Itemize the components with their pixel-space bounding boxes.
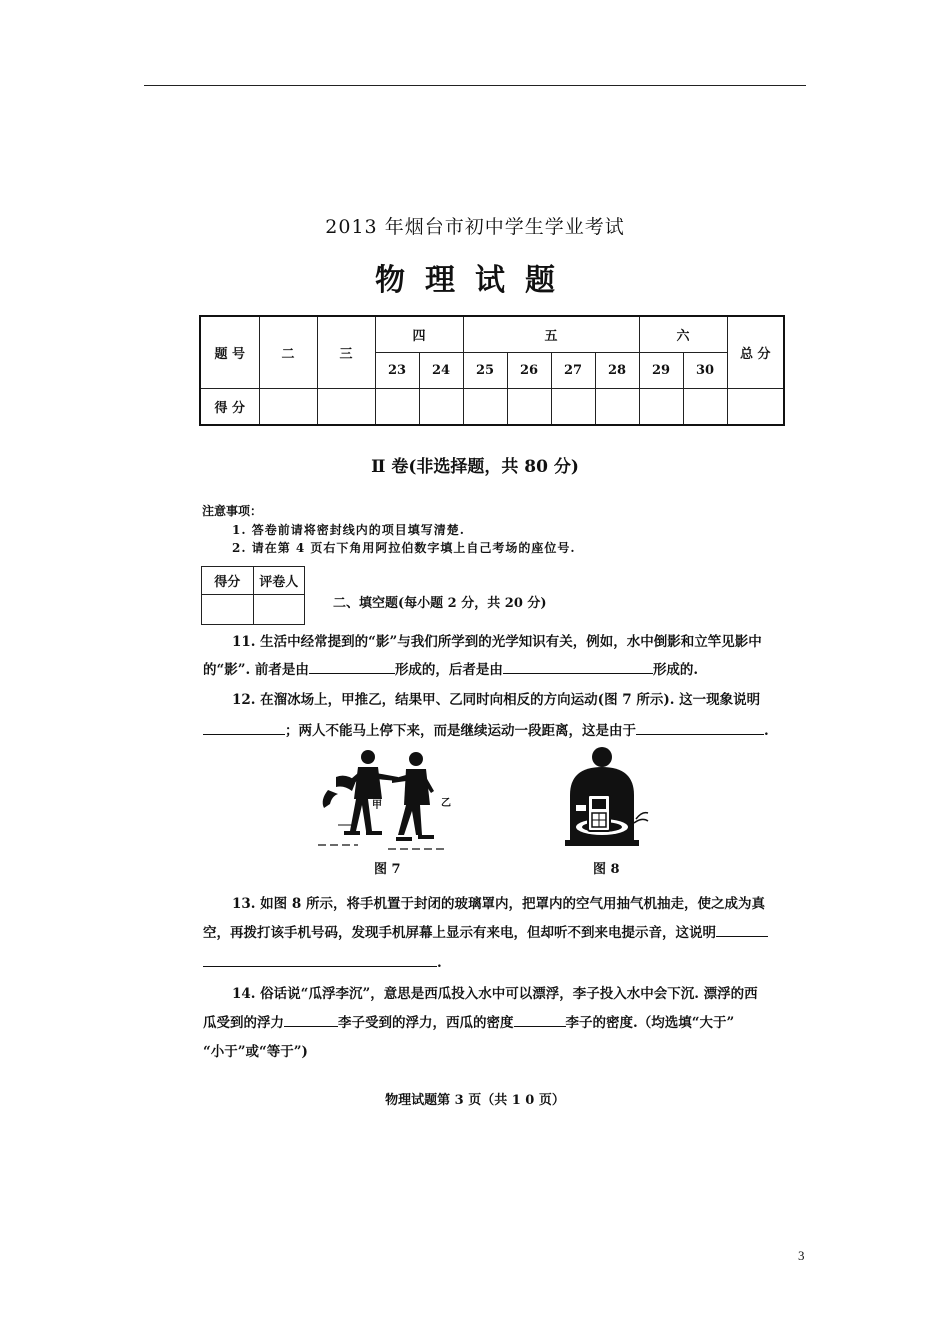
- grader-score-cell: [202, 595, 254, 625]
- score-cell: [317, 388, 375, 425]
- question-12-line-2: ；两人不能马上停下来，而是继续运动一段距离，这是由于 .: [203, 719, 769, 739]
- answer-blank[interactable]: [716, 922, 768, 937]
- answer-blank[interactable]: [514, 1012, 566, 1027]
- answer-blank[interactable]: [503, 659, 653, 674]
- score-cell: [551, 388, 595, 425]
- answer-blank[interactable]: [636, 720, 764, 735]
- score-cell: [259, 388, 317, 425]
- exam-title: 2013 年烟台市初中学生学业考试: [325, 216, 625, 238]
- score-table-sub-number: 29: [639, 352, 683, 388]
- score-cell: [375, 388, 419, 425]
- question-13-line-3: .: [203, 952, 442, 971]
- figure-8-caption: 图 8: [593, 862, 620, 877]
- score-table-sub-number: 24: [419, 352, 463, 388]
- question-14-line-2: 瓜受到的浮力 李子受到的浮力，西瓜的密度 李子的密度.（均选填“大于”: [203, 1011, 734, 1031]
- score-cell: [683, 388, 727, 425]
- score-table: [199, 315, 785, 426]
- notice-item: 2. 请在第 4 页右下角用阿拉伯数字填上自己考场的座位号.: [232, 541, 576, 555]
- score-table-sub-number: 27: [551, 352, 595, 388]
- grader-score-label: 得分: [202, 567, 254, 595]
- notice-title: 注意事项：: [202, 504, 263, 518]
- page-number: 3: [798, 1248, 805, 1263]
- score-table-sub-number: 25: [463, 352, 507, 388]
- page-footer: 物理试题第 3 页（共 1 0 页）: [385, 1093, 565, 1108]
- figure-7-person-a-label: 甲: [372, 800, 382, 811]
- score-table-sub-number: 23: [375, 352, 419, 388]
- score-table-total-label: 总 分: [727, 316, 784, 388]
- score-table-sub-number: 26: [507, 352, 551, 388]
- question-13-line-1: 13. 如图 8 所示，将手机置于封闭的玻璃罩内，把罩内的空气用抽气机抽走，使之成为真: [232, 896, 765, 912]
- score-table-col-3: 三: [317, 316, 375, 388]
- notice-item: 1. 答卷前请将密封线内的项目填写清楚.: [232, 523, 465, 537]
- score-cell: [507, 388, 551, 425]
- grader-table: [201, 566, 305, 625]
- header-rule: [144, 85, 806, 86]
- answer-blank[interactable]: [309, 659, 395, 674]
- question-11-line-2: 的“影”. 前者是由 形成的，后者是由 形成的.: [203, 658, 698, 678]
- score-table-number-label: 题 号: [200, 316, 259, 388]
- answer-blank[interactable]: [203, 952, 437, 967]
- answer-blank[interactable]: [284, 1012, 338, 1027]
- volume-title: Ⅱ 卷(非选择题，共 80 分): [371, 457, 579, 477]
- grader-name-cell: [253, 595, 305, 625]
- figure-7-person-b-label: 乙: [441, 798, 451, 809]
- figure-8-bell-jar-illustration: [560, 745, 650, 857]
- score-cell: [595, 388, 639, 425]
- score-cell: [463, 388, 507, 425]
- score-table-sub-number: 28: [595, 352, 639, 388]
- grader-name-label: 评卷人: [253, 567, 305, 595]
- question-11-line-1: 11. 生活中经常提到的“影”与我们所学到的光学知识有关，例如，水中倒影和立竿见影中: [232, 634, 762, 650]
- question-14-line-1: 14. 俗话说“瓜浮李沉”，意思是西瓜投入水中可以漂浮，李子投入水中会下沉. 漂浮的西: [232, 986, 758, 1002]
- figure-7-caption: 图 7: [374, 862, 401, 877]
- score-cell: [419, 388, 463, 425]
- score-table-sub-number: 30: [683, 352, 727, 388]
- section-title: 二、填空题(每小题 2 分，共 20 分): [333, 596, 547, 611]
- score-table-group-6: 六: [639, 316, 727, 352]
- score-table-col-2: 二: [259, 316, 317, 388]
- score-table-group-4: 四: [375, 316, 463, 352]
- question-14-line-3: “小于”或“等于”): [203, 1044, 308, 1060]
- score-table-score-label: 得 分: [200, 388, 259, 425]
- score-table-group-5: 五: [463, 316, 639, 352]
- answer-blank[interactable]: [203, 720, 285, 735]
- question-12-line-1: 12. 在溜冰场上，甲推乙，结果甲、乙同时向相反的方向运动(图 7 所示). 这一现象说明: [232, 692, 761, 708]
- score-cell: [727, 388, 784, 425]
- subject-title: 物理试题: [375, 263, 575, 298]
- score-cell: [639, 388, 683, 425]
- question-13-line-2: 空，再拨打该手机号码，发现手机屏幕上显示有来电，但却听不到来电提示音，这说明: [203, 921, 768, 941]
